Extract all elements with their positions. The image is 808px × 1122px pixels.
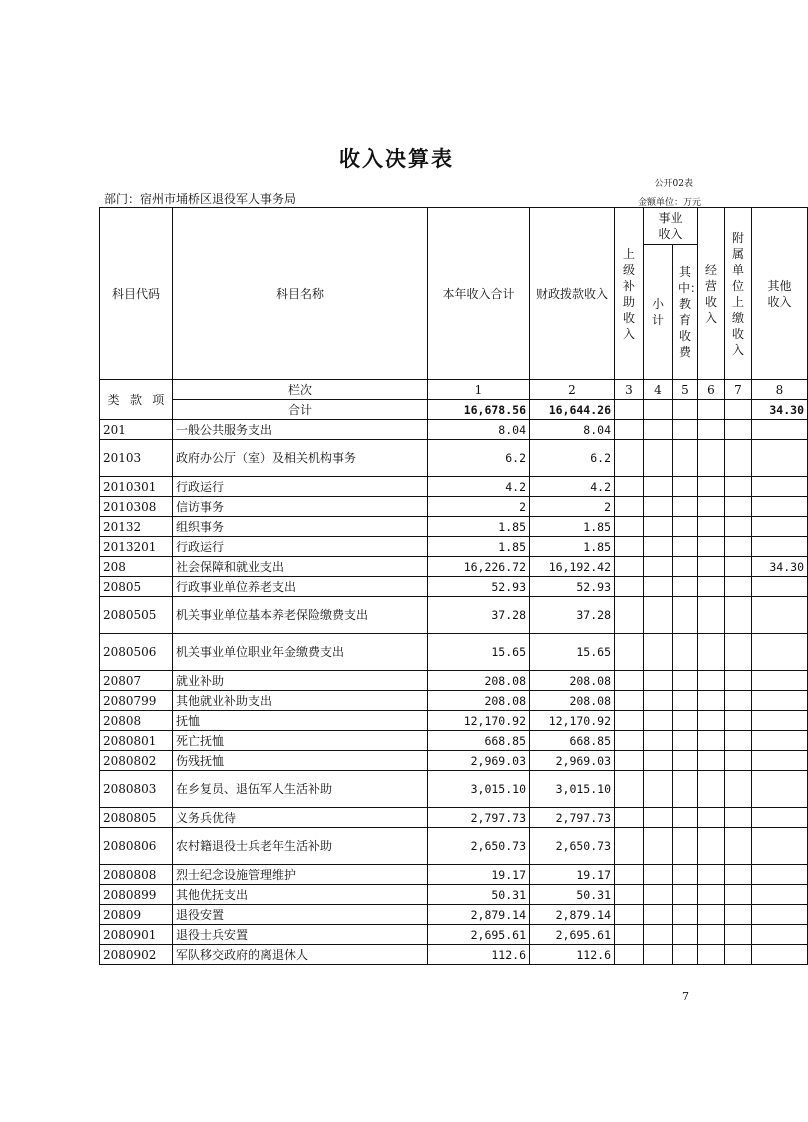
- row-name: 一般公共服务支出: [173, 420, 428, 440]
- row-c4: [644, 865, 673, 885]
- row-name: 其他就业补助支出: [173, 691, 428, 711]
- row-c3: [615, 865, 644, 885]
- row-c6: [698, 440, 725, 477]
- row-c5: [673, 597, 698, 634]
- row-c1: 208.08: [428, 691, 530, 711]
- row-c8: [752, 771, 808, 808]
- row-code: 20103: [100, 440, 173, 477]
- row-c7: [725, 925, 752, 945]
- row-c1: 8.04: [428, 420, 530, 440]
- row-c6: [698, 577, 725, 597]
- row-c8: [752, 808, 808, 828]
- row-c5: [673, 885, 698, 905]
- row-code: 208: [100, 557, 173, 577]
- row-c4: [644, 634, 673, 671]
- row-name: 政府办公厅（室）及相关机构事务: [173, 440, 428, 477]
- col-number-6: 6: [698, 380, 725, 400]
- row-name: 在乡复员、退伍军人生活补助: [173, 771, 428, 808]
- row-c8: [752, 634, 808, 671]
- unit-label: 金额单位：万元: [637, 198, 701, 208]
- table-row: [100, 905, 808, 925]
- col-number-4: 4: [644, 380, 673, 400]
- page-number: 7: [682, 990, 689, 1003]
- row-c3: [615, 711, 644, 731]
- table-row: [100, 517, 808, 537]
- row-c7: [725, 691, 752, 711]
- row-name: 抚恤: [173, 711, 428, 731]
- row-c4: [644, 671, 673, 691]
- col-number-1: 1: [428, 380, 530, 400]
- table-row: [100, 828, 808, 865]
- row-c5: [673, 731, 698, 751]
- table-row: [100, 691, 808, 711]
- row-c1: 15.65: [428, 634, 530, 671]
- row-c4: [644, 557, 673, 577]
- row-c7: [725, 420, 752, 440]
- row-c1: 37.28: [428, 597, 530, 634]
- row-c5: [673, 691, 698, 711]
- table-row: [100, 711, 808, 731]
- row-c6: [698, 865, 725, 885]
- row-c5: [673, 440, 698, 477]
- lei-kuan-xiang: 类 款 项: [100, 380, 173, 420]
- row-c3: [615, 828, 644, 865]
- total-c8: 34.30: [752, 400, 808, 420]
- col-number-7: 7: [725, 380, 752, 400]
- row-code: 201: [100, 420, 173, 440]
- table-row: [100, 771, 808, 808]
- row-c8: [752, 945, 808, 965]
- col-number-2: 2: [530, 380, 615, 400]
- row-name: 信访事务: [173, 497, 428, 517]
- table-row: [100, 577, 808, 597]
- table-row: [100, 671, 808, 691]
- row-c4: [644, 905, 673, 925]
- row-c6: [698, 731, 725, 751]
- row-c2: 2: [530, 497, 615, 517]
- row-c6: [698, 751, 725, 771]
- row-c8: 34.30: [752, 557, 808, 577]
- row-code: 20809: [100, 905, 173, 925]
- table-row: [100, 808, 808, 828]
- row-name: 机关事业单位职业年金缴费支出: [173, 634, 428, 671]
- row-c4: [644, 885, 673, 905]
- table-row: [100, 885, 808, 905]
- row-c7: [725, 634, 752, 671]
- row-code: 2080902: [100, 945, 173, 965]
- row-c1: 668.85: [428, 731, 530, 751]
- row-name: 农村籍退役士兵老年生活补助: [173, 828, 428, 865]
- row-c3: [615, 597, 644, 634]
- row-code: 20807: [100, 671, 173, 691]
- row-c7: [725, 671, 752, 691]
- row-code: 2010301: [100, 477, 173, 497]
- table-row: [100, 420, 808, 440]
- row-c3: [615, 731, 644, 751]
- header-name: 科目名称: [173, 208, 428, 380]
- row-name: 烈士纪念设施管理维护: [173, 865, 428, 885]
- total-row: [100, 400, 808, 420]
- row-c6: [698, 945, 725, 965]
- row-c8: [752, 905, 808, 925]
- row-c5: [673, 905, 698, 925]
- row-c2: 12,170.92: [530, 711, 615, 731]
- row-code: 20808: [100, 711, 173, 731]
- department-label: 部门：宿州市埇桥区退役军人事务局: [104, 192, 297, 206]
- row-code: 2080801: [100, 731, 173, 751]
- row-code: 2080901: [100, 925, 173, 945]
- row-c5: [673, 751, 698, 771]
- row-c5: [673, 420, 698, 440]
- row-name: 行政运行: [173, 537, 428, 557]
- row-c6: [698, 691, 725, 711]
- row-code: 20132: [100, 517, 173, 537]
- row-c7: [725, 577, 752, 597]
- total-c1: 16,678.56: [428, 400, 530, 420]
- row-c1: 6.2: [428, 440, 530, 477]
- col-number-3: 3: [615, 380, 644, 400]
- row-code: 2080806: [100, 828, 173, 865]
- row-c2: 6.2: [530, 440, 615, 477]
- row-c2: 208.08: [530, 691, 615, 711]
- total-label: 合计: [173, 400, 428, 420]
- row-c5: [673, 771, 698, 808]
- table-row: [100, 597, 808, 634]
- row-c6: [698, 925, 725, 945]
- header-c5: 其中：教育收费: [673, 245, 698, 380]
- header-row-top: [100, 208, 808, 245]
- row-c3: [615, 925, 644, 945]
- row-name: 退役安置: [173, 905, 428, 925]
- row-c6: [698, 477, 725, 497]
- row-c5: [673, 557, 698, 577]
- table-row: [100, 925, 808, 945]
- row-c7: [725, 711, 752, 731]
- row-c3: [615, 771, 644, 808]
- row-c2: 1.85: [530, 517, 615, 537]
- row-c5: [673, 537, 698, 557]
- row-c1: 2,797.73: [428, 808, 530, 828]
- row-c2: 668.85: [530, 731, 615, 751]
- row-c4: [644, 597, 673, 634]
- row-c4: [644, 497, 673, 517]
- header-c8: 其他收入: [752, 208, 808, 380]
- row-c2: 15.65: [530, 634, 615, 671]
- row-c5: [673, 808, 698, 828]
- row-c3: [615, 557, 644, 577]
- row-c4: [644, 945, 673, 965]
- row-c1: 2,879.14: [428, 905, 530, 925]
- row-c5: [673, 577, 698, 597]
- row-c4: [644, 517, 673, 537]
- row-c3: [615, 905, 644, 925]
- row-c8: [752, 497, 808, 517]
- row-name: 其他优抚支出: [173, 885, 428, 905]
- row-c6: [698, 517, 725, 537]
- row-c6: [698, 711, 725, 731]
- row-c8: [752, 711, 808, 731]
- row-c1: 1.85: [428, 517, 530, 537]
- row-c8: [752, 925, 808, 945]
- row-c1: 19.17: [428, 865, 530, 885]
- row-c6: [698, 671, 725, 691]
- row-c2: 1.85: [530, 537, 615, 557]
- row-c5: [673, 671, 698, 691]
- row-c3: [615, 537, 644, 557]
- row-c5: [673, 925, 698, 945]
- row-c2: 112.6: [530, 945, 615, 965]
- row-c4: [644, 691, 673, 711]
- table-row: [100, 537, 808, 557]
- header-c2: 财政拨款收入: [530, 208, 615, 380]
- header-biz: 事业收入: [644, 208, 698, 245]
- row-code: 2080803: [100, 771, 173, 808]
- row-code: 2080805: [100, 808, 173, 828]
- row-c1: 12,170.92: [428, 711, 530, 731]
- row-c6: [698, 634, 725, 671]
- table-row: [100, 751, 808, 771]
- row-c3: [615, 691, 644, 711]
- table-row: [100, 634, 808, 671]
- row-c6: [698, 905, 725, 925]
- row-c7: [725, 731, 752, 751]
- row-c5: [673, 634, 698, 671]
- row-c8: [752, 420, 808, 440]
- table-row: [100, 440, 808, 477]
- row-c8: [752, 517, 808, 537]
- row-c7: [725, 597, 752, 634]
- row-c2: 52.93: [530, 577, 615, 597]
- row-c3: [615, 577, 644, 597]
- row-c5: [673, 497, 698, 517]
- row-c5: [673, 477, 698, 497]
- row-name: 行政运行: [173, 477, 428, 497]
- page-title: 收入决算表: [339, 147, 454, 171]
- row-name: 义务兵优待: [173, 808, 428, 828]
- row-c6: [698, 808, 725, 828]
- total-c2: 16,644.26: [530, 400, 615, 420]
- table-row: [100, 497, 808, 517]
- row-c1: 2,969.03: [428, 751, 530, 771]
- row-c5: [673, 828, 698, 865]
- header-code: 科目代码: [100, 208, 173, 380]
- row-c2: 208.08: [530, 671, 615, 691]
- row-c8: [752, 597, 808, 634]
- row-c4: [644, 440, 673, 477]
- row-c4: [644, 420, 673, 440]
- row-c8: [752, 577, 808, 597]
- row-c3: [615, 440, 644, 477]
- row-c7: [725, 771, 752, 808]
- row-c2: 2,879.14: [530, 905, 615, 925]
- row-c2: 8.04: [530, 420, 615, 440]
- row-c8: [752, 751, 808, 771]
- header-c4: 小计: [644, 245, 673, 380]
- row-c3: [615, 497, 644, 517]
- row-c4: [644, 537, 673, 557]
- row-name: 社会保障和就业支出: [173, 557, 428, 577]
- row-code: 2080899: [100, 885, 173, 905]
- row-c7: [725, 905, 752, 925]
- row-c7: [725, 808, 752, 828]
- row-c1: 1.85: [428, 537, 530, 557]
- row-code: 2080808: [100, 865, 173, 885]
- row-c2: 37.28: [530, 597, 615, 634]
- lanci-label: 栏次: [173, 380, 428, 400]
- row-c4: [644, 925, 673, 945]
- row-c1: 208.08: [428, 671, 530, 691]
- row-c8: [752, 671, 808, 691]
- row-code: 20805: [100, 577, 173, 597]
- row-name: 就业补助: [173, 671, 428, 691]
- table-row: [100, 865, 808, 885]
- row-c7: [725, 865, 752, 885]
- row-name: 死亡抚恤: [173, 731, 428, 751]
- row-c1: 2: [428, 497, 530, 517]
- row-c4: [644, 751, 673, 771]
- row-c1: 4.2: [428, 477, 530, 497]
- row-c6: [698, 537, 725, 557]
- row-c2: 50.31: [530, 885, 615, 905]
- header-c3: 上级补助收入: [615, 208, 644, 380]
- row-c1: 2,695.61: [428, 925, 530, 945]
- row-c3: [615, 885, 644, 905]
- header-c7: 附属单位上缴收入: [725, 208, 752, 380]
- row-c5: [673, 865, 698, 885]
- row-c3: [615, 808, 644, 828]
- row-c8: [752, 865, 808, 885]
- row-c4: [644, 828, 673, 865]
- row-c7: [725, 477, 752, 497]
- row-c2: 16,192.42: [530, 557, 615, 577]
- row-c6: [698, 557, 725, 577]
- row-code: 2080505: [100, 597, 173, 634]
- row-c4: [644, 711, 673, 731]
- row-c3: [615, 517, 644, 537]
- row-c3: [615, 945, 644, 965]
- row-name: 行政事业单位养老支出: [173, 577, 428, 597]
- row-c2: 2,650.73: [530, 828, 615, 865]
- row-c8: [752, 440, 808, 477]
- row-c3: [615, 671, 644, 691]
- row-c6: [698, 828, 725, 865]
- row-c1: 3,015.10: [428, 771, 530, 808]
- row-c5: [673, 945, 698, 965]
- row-c1: 52.93: [428, 577, 530, 597]
- row-c3: [615, 477, 644, 497]
- row-c4: [644, 771, 673, 808]
- row-c4: [644, 731, 673, 751]
- row-c8: [752, 828, 808, 865]
- col-number-8: 8: [752, 380, 808, 400]
- row-c6: [698, 597, 725, 634]
- row-c7: [725, 440, 752, 477]
- row-c5: [673, 711, 698, 731]
- row-c1: 16,226.72: [428, 557, 530, 577]
- row-c6: [698, 771, 725, 808]
- row-name: 退役士兵安置: [173, 925, 428, 945]
- row-name: 组织事务: [173, 517, 428, 537]
- row-c8: [752, 477, 808, 497]
- row-c4: [644, 477, 673, 497]
- row-c2: 4.2: [530, 477, 615, 497]
- row-code: 2080799: [100, 691, 173, 711]
- row-c8: [752, 537, 808, 557]
- row-c5: [673, 517, 698, 537]
- row-c8: [752, 691, 808, 711]
- row-code: 2010308: [100, 497, 173, 517]
- row-c7: [725, 537, 752, 557]
- row-c1: 50.31: [428, 885, 530, 905]
- row-code: 2080506: [100, 634, 173, 671]
- row-name: 军队移交政府的离退休人: [173, 945, 428, 965]
- row-c2: 2,695.61: [530, 925, 615, 945]
- col-number-5: 5: [673, 380, 698, 400]
- row-c6: [698, 420, 725, 440]
- row-code: 2013201: [100, 537, 173, 557]
- row-c1: 2,650.73: [428, 828, 530, 865]
- row-c7: [725, 828, 752, 865]
- table-row: [100, 731, 808, 751]
- row-code: 2080802: [100, 751, 173, 771]
- row-c7: [725, 945, 752, 965]
- row-c2: 19.17: [530, 865, 615, 885]
- row-c2: 3,015.10: [530, 771, 615, 808]
- row-c3: [615, 751, 644, 771]
- table-row: [100, 557, 808, 577]
- revenue-table: [99, 207, 808, 965]
- row-c7: [725, 497, 752, 517]
- row-c4: [644, 577, 673, 597]
- row-c6: [698, 497, 725, 517]
- row-c2: 2,969.03: [530, 751, 615, 771]
- row-c8: [752, 885, 808, 905]
- row-c7: [725, 557, 752, 577]
- row-name: 伤残抚恤: [173, 751, 428, 771]
- row-c8: [752, 731, 808, 751]
- row-name: 机关事业单位基本养老保险缴费支出: [173, 597, 428, 634]
- row-c7: [725, 751, 752, 771]
- row-c6: [698, 885, 725, 905]
- row-c3: [615, 634, 644, 671]
- header-c6: 经营收入: [698, 208, 725, 380]
- row-c7: [725, 885, 752, 905]
- column-number-row: [100, 380, 808, 400]
- form-number: 公开02表: [654, 179, 693, 189]
- row-c1: 112.6: [428, 945, 530, 965]
- table-row: [100, 945, 808, 965]
- row-c4: [644, 808, 673, 828]
- row-c2: 2,797.73: [530, 808, 615, 828]
- row-c7: [725, 517, 752, 537]
- row-c3: [615, 420, 644, 440]
- header-c1: 本年收入合计: [428, 208, 530, 380]
- table-row: [100, 477, 808, 497]
